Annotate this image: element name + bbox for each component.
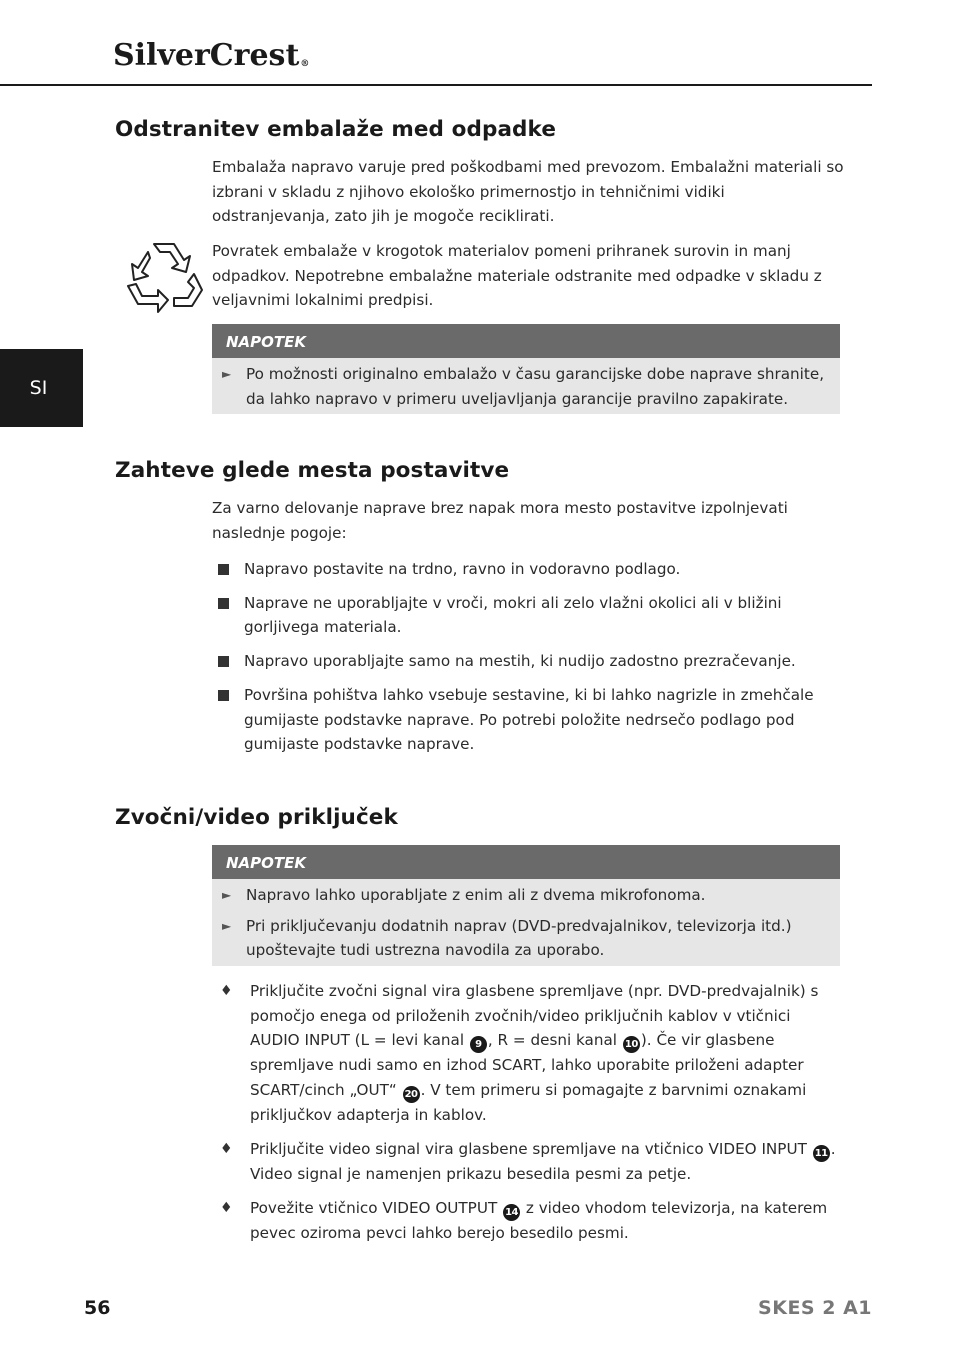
page-number: 56	[84, 1297, 111, 1319]
list-item: Površina pohištva lahko vsebuje sestavine, ki bi lahko nagrizle in zmehčale gumijaste podstavke naprave. Po potrebi položite nedrsečo podlago pod gumijaste podstavke naprave.	[218, 683, 826, 757]
square-bullet-icon	[218, 656, 229, 667]
callout-number: 11	[813, 1145, 830, 1162]
list-item: Napravo uporabljajte samo na mestih, ki nudijo zadostno prezračevanje.	[218, 649, 826, 674]
diamond-bullet-icon: ♦	[220, 983, 233, 999]
list-item: Naprave ne uporabljajte v vroči, mokri ali zelo vlažni okolici ali v bližini gorljivega materiala.	[218, 591, 826, 640]
language-tab: SI	[0, 349, 83, 427]
connection-steps-list	[218, 979, 840, 1254]
square-bullet-icon	[218, 598, 229, 609]
arrow-right-icon: ►	[222, 918, 232, 933]
note-title: NAPOTEK	[212, 324, 840, 358]
note-item: ► Napravo lahko uporabljate z enim ali z dvema mikrofonoma.	[222, 883, 832, 908]
paragraph-packaging: Embalaža napravo varuje pred poškodbami med prevozom. Embalažni materiali so izbrani v skladu z njihovo ekološko primernostjo in tehničnimi vidiki odstranjevanja, zato jih je mogoče reciklirati.	[212, 158, 844, 226]
square-bullet-icon	[218, 690, 229, 701]
callout-number: 20	[403, 1086, 420, 1103]
callout-number: 14	[503, 1204, 520, 1221]
recycle-icon	[122, 240, 204, 318]
arrow-right-icon: ►	[222, 367, 232, 381]
section-title-placement: Zahteve glede mesta postavitve	[115, 458, 510, 483]
note-box-connection	[212, 845, 840, 966]
placement-requirements-list	[218, 557, 826, 766]
list-item: Napravo postavite na trdno, ravno in vodoravno podlago.	[218, 557, 826, 582]
arrow-right-icon: ►	[222, 888, 232, 902]
note-item: ► Pri priključevanju dodatnih naprav (DVD-predvajalnikov, televizorja itd.) upoštevajte tudi ustrezna navodila za uporabo.	[222, 914, 832, 963]
step-item-audio: ♦ Priključite zvočni signal vira glasbene spremljave (npr. DVD-predvajalnik) s pomočjo enega od priloženih zvočnih/video priključnih kablov v vtičnici AUDIO INPUT (L = levi kanal 9 , R = desni kanal 10 ). Če vir glasbene spremljave nudi samo en izhod SCART, lahko uporabite priloženi adapter SCART/cinch „OUT“ 20 . V tem primeru si pomagajte z barvnimi oznakami priključkov adapterja in kablov.	[218, 979, 840, 1128]
diamond-bullet-icon: ♦	[220, 1199, 233, 1216]
callout-number: 9	[470, 1036, 487, 1053]
paragraph-recycling: Povratek embalaže v krogotok materialov pomeni prihranek surovin in manj odpadkov. Nepotrebne embalažne materiale odstranite med odpadke v skladu z veljavnimi lokalnimi predpisi.	[212, 242, 822, 310]
diamond-bullet-icon: ♦	[220, 1140, 233, 1157]
step-item-video-input: ♦ Priključite video signal vira glasbene spremljave na vtičnico VIDEO INPUT 11 . Video signal je namenjen prikazu besedila pesmi za petje.	[218, 1137, 840, 1187]
section-title-audio-video: Zvočni/video priključek	[115, 805, 398, 830]
header-rule	[0, 84, 872, 86]
model-name: SKES 2 A1	[758, 1297, 872, 1319]
note-item: ► Po možnosti originalno embalažo v času garancijske dobe naprave shranite, da lahko napravo v primeru uveljavljanja garancije pravilno zapakirate.	[222, 362, 832, 411]
callout-number: 10	[623, 1036, 640, 1053]
square-bullet-icon	[218, 564, 229, 575]
paragraph-placement-intro: Za varno delovanje naprave brez napak mora mesto postavitve izpolnjevati naslednje pogoje:	[212, 499, 788, 542]
note-box-packaging	[212, 324, 840, 414]
brand-logo: SilverCrest®	[113, 38, 310, 73]
section-title-disposal: Odstranitev embalaže med odpadke	[115, 117, 557, 142]
note-title: NAPOTEK	[212, 845, 840, 879]
step-item-video-output: ♦ Povežite vtičnico VIDEO OUTPUT 14 z video vhodom televizorja, na katerem pevec oziroma pevci lahko berejo besedilo pesmi.	[218, 1196, 840, 1246]
